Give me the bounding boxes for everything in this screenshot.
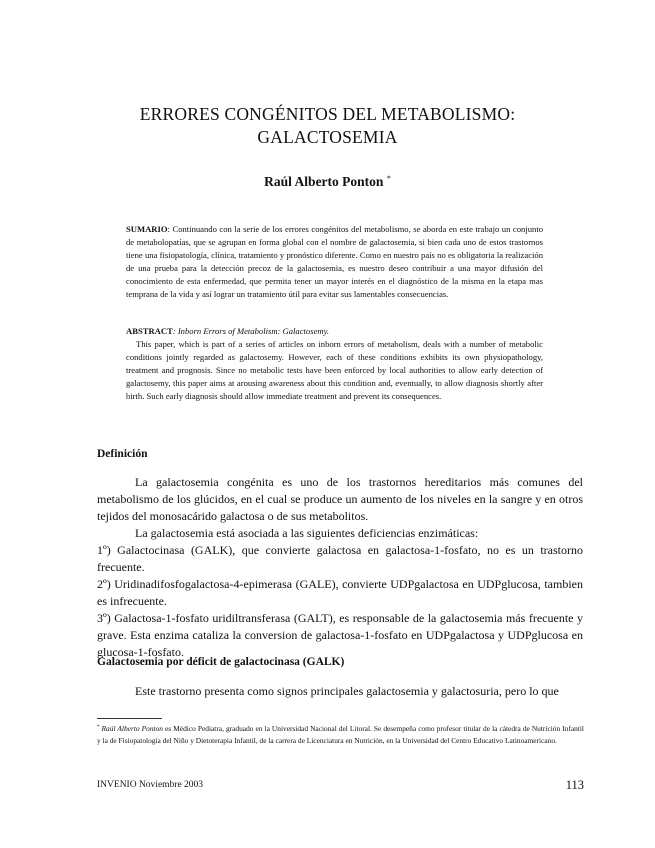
footnote-author-name: Raúl Alberto Ponton <box>101 724 163 733</box>
abstract-text: This paper, which is part of a series of articles on inborn errors of metabolism, deals with a number of metabolic conditions jointly regarded as galactosemy. However, each of these conditions exhibits its own physiopathology, treatment and prognosis. Since no metabolic tests have been enforced by local authorities to allow early detection of galactosemy, this paper aims at arousing awareness about this condition and, eventually, to allow diagnosis shortly after birth. Such early diagnosis should allow immediate treatment and prevent its consequences. <box>126 339 543 401</box>
footnote-marker: * <box>97 725 100 730</box>
footnote-text: es Médico Pediatra, graduado en la Universidad Nacional del Litoral. Se desempeña como profesor titular de la cátedra de Nutrición Infantil y la de Fisiopatología del Niño y Dietoterapia Infantil, de la carrera de Licenciatura en Nutrición, en la Universidad del Centro Educativo Latinoamericano. <box>97 724 584 745</box>
sumario <box>126 223 543 301</box>
abstract-subtitle: : Inborn Errors of Metabolism: Galactosemy. <box>172 326 330 336</box>
abstract-header <box>126 325 543 338</box>
section-heading-galk: Galactosemia por déficit de galactocinasa (GALK) <box>97 656 345 668</box>
page-title <box>0 103 655 149</box>
page-number: 113 <box>565 778 584 792</box>
author-footnote-marker: * <box>386 174 391 183</box>
author-name: Raúl Alberto Ponton <box>264 174 384 189</box>
footnote <box>97 722 584 747</box>
abstract <box>126 325 543 403</box>
paragraph: La galactosemia congénita es uno de los trastornos hereditarios más comunes del metabolismo de los glúcidos, en el cual se produce un aumento de los niveles en la sangre y en otros tejidos del monosacárido galactosa o de sus metabolitos. <box>97 475 583 523</box>
paragraph: Este trastorno presenta como signos principales galactosemia y galactosuria, pero lo que <box>135 684 559 698</box>
footnote-divider <box>97 718 162 719</box>
abstract-label: ABSTRACT <box>126 326 173 336</box>
section-body-definicion <box>97 474 583 661</box>
list-item: 3º) Galactosa-1-fosfato uridiltransferasa (GALT), es responsable de la galactosemia más frecuente y grave. Esta enzima cataliza la conversion de galactosa-1-fosfato en UDPgalactosa y UDPglucosa en glucosa-1-fosfato. <box>97 611 583 659</box>
section-body-galk <box>97 683 583 700</box>
author <box>0 174 655 190</box>
list-item: 2º) Uridinadifosfogalactosa-4-epimerasa (GALE), convierte UDPgalactosa en UDPglucosa, tambien es infrecuente. <box>97 577 583 608</box>
sumario-label: SUMARIO <box>126 224 168 234</box>
title-line-2: GALACTOSEMIA <box>257 127 398 147</box>
section-heading-definicion: Definición <box>97 448 148 460</box>
title-line-1: ERRORES CONGÉNITOS DEL METABOLISMO: <box>139 104 516 124</box>
list-item: 1º) Galactocinasa (GALK), que convierte galactosa en galactosa-1-fosfato, no es un trastorno frecuente. <box>97 543 583 574</box>
sumario-text: : Continuando con la serie de los errores congénitos del metabolismo, se aborda en este trabajo un conjunto de metabolopatías, que se agrupan en forma global con el nombre de galactosemia, si bien cada uno de estos trastornos tiene una fisiopatología, clínica, tratamiento y pronóstico diferente. Como en nuestro país no es obligatoria la realización de una prueba para la detección precoz de la galactosemia, es nuestro deseo contribuir a una mayor difusión del conocimiento de esta enfermedad, que permita tener un mayor interés en el diagnóstico de la misma en la etapa mas temprana de la vida y así lograr un tratamiento útil para evitar sus lamentables consecuencias. <box>126 224 543 299</box>
journal-footer: INVENIO Noviembre 2003 <box>97 780 204 790</box>
paragraph: La galactosemia está asociada a las siguientes deficiencias enzimáticas: <box>135 526 479 540</box>
